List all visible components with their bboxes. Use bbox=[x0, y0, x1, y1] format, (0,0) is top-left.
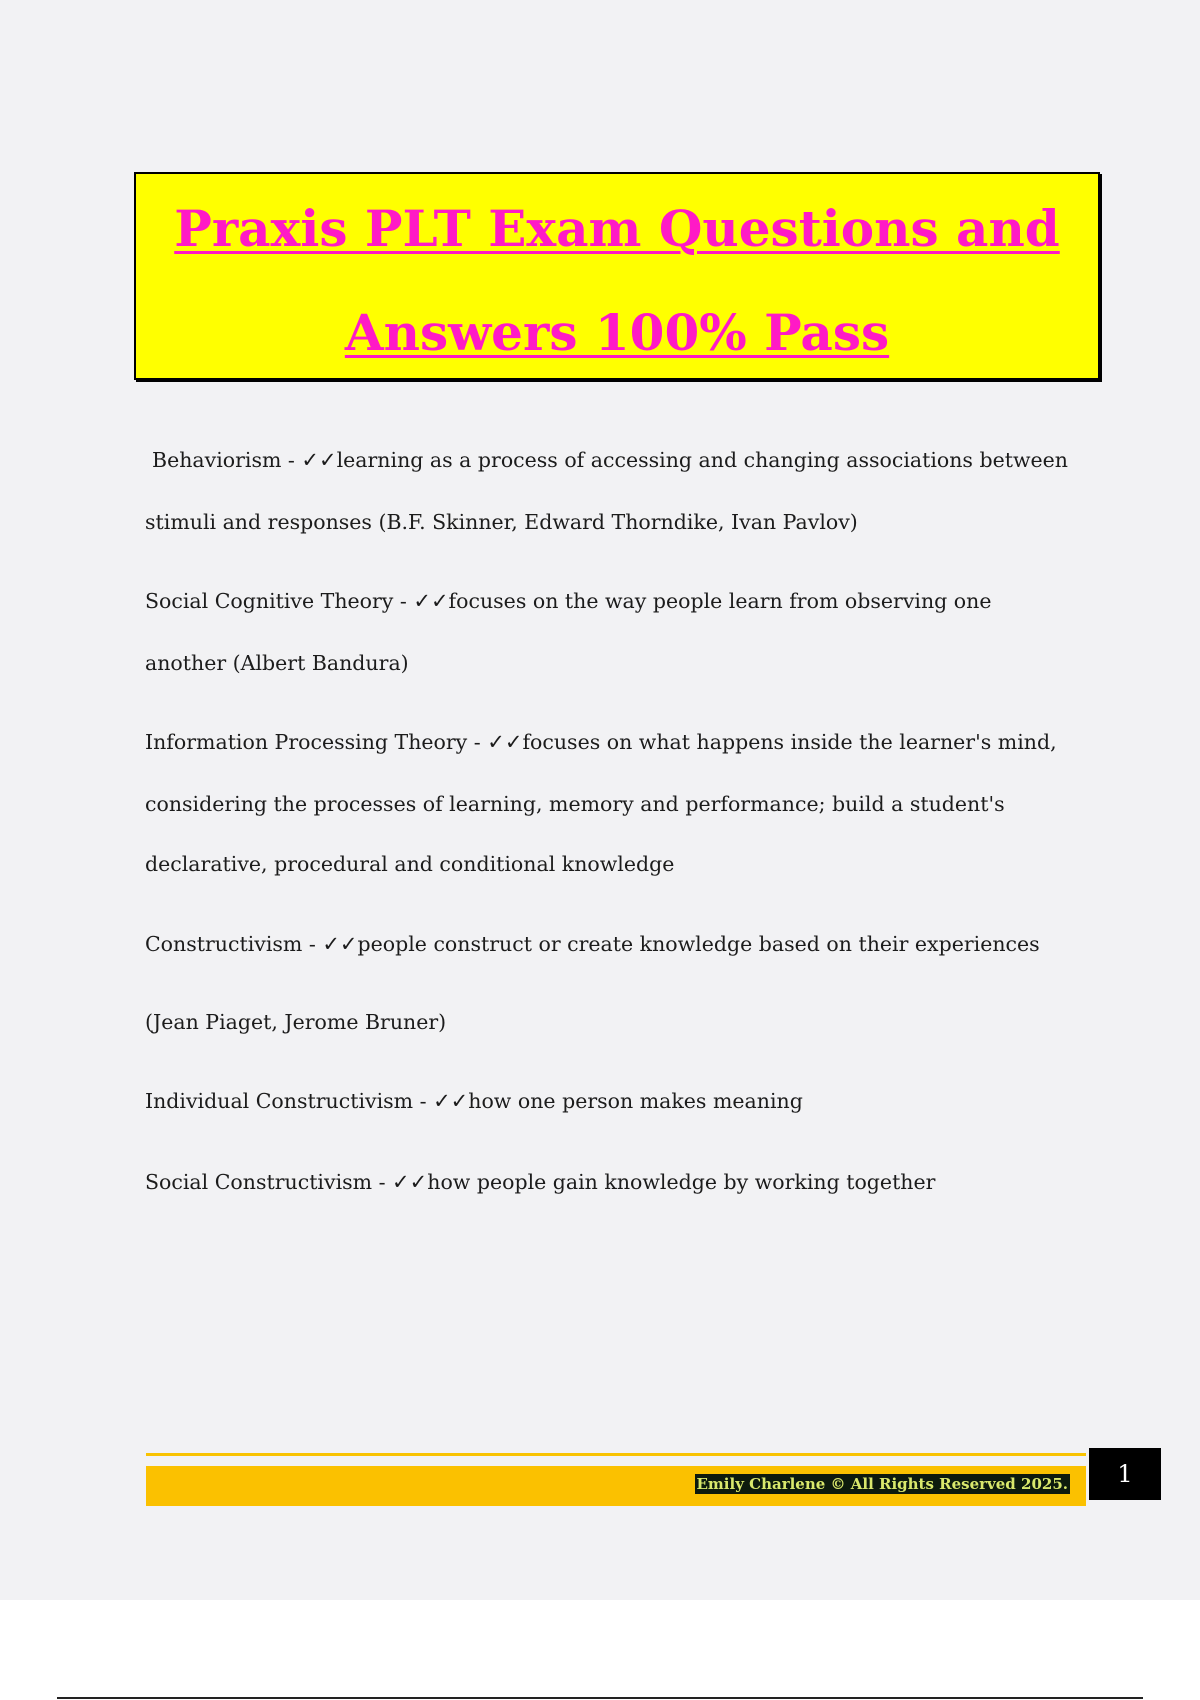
entry-social-cognitive-line-1 bbox=[145, 589, 991, 613]
entry-behaviorism-line-2: stimuli and responses (B.F. Skinner, Edward Thorndike, Ivan Pavlov) bbox=[145, 510, 858, 534]
entry-term: Social Cognitive Theory - bbox=[145, 589, 414, 613]
title-line-2: Answers 100% Pass bbox=[344, 303, 890, 362]
entry-constructivism-line-2: (Jean Piaget, Jerome Bruner) bbox=[145, 1010, 447, 1034]
entry-definition: focuses on the way people learn from observing one bbox=[448, 589, 992, 613]
check-mark-icon: ✓✓ bbox=[322, 932, 358, 956]
check-mark-icon: ✓✓ bbox=[433, 1089, 469, 1113]
entry-definition: how people gain knowledge by working together bbox=[427, 1170, 936, 1194]
entry-social-cognitive-line-2: another (Albert Bandura) bbox=[145, 651, 409, 675]
entry-term: Behaviorism - bbox=[152, 448, 302, 472]
entry-information-processing-line-2: considering the processes of learning, memory and performance; build a student's bbox=[145, 792, 1005, 816]
title-line-1: Praxis PLT Exam Questions and bbox=[174, 199, 1060, 258]
entry-information-processing-line-3: declarative, procedural and conditional knowledge bbox=[145, 852, 675, 876]
check-mark-icon: ✓✓ bbox=[301, 448, 337, 472]
entry-individual-constructivism bbox=[145, 1089, 803, 1113]
check-mark-icon: ✓✓ bbox=[487, 730, 523, 754]
footer-divider bbox=[146, 1453, 1086, 1456]
copyright-notice: Emily Charlene © All Rights Reserved 2025. bbox=[696, 1475, 1068, 1493]
entry-term: Individual Constructivism - bbox=[145, 1089, 434, 1113]
check-mark-icon: ✓✓ bbox=[413, 589, 449, 613]
entry-definition: how one person makes meaning bbox=[468, 1089, 803, 1113]
entry-constructivism-line-1 bbox=[145, 932, 1040, 956]
entry-behaviorism-line-1 bbox=[152, 448, 1068, 472]
entry-term: Constructivism - bbox=[145, 932, 323, 956]
entry-definition: people construct or create knowledge based on their experiences bbox=[357, 932, 1040, 956]
bottom-divider bbox=[57, 1697, 1143, 1699]
entry-information-processing-line-1 bbox=[145, 730, 1057, 754]
entry-term: Information Processing Theory - bbox=[145, 730, 488, 754]
entry-definition: learning as a process of accessing and changing associations between bbox=[336, 448, 1068, 472]
entry-term: Social Constructivism - bbox=[145, 1170, 393, 1194]
title-box bbox=[134, 172, 1100, 380]
entry-definition: focuses on what happens inside the learner's mind, bbox=[522, 730, 1057, 754]
footer-bar bbox=[146, 1466, 1086, 1506]
page-number: 1 bbox=[1089, 1448, 1161, 1500]
entry-social-constructivism bbox=[145, 1170, 935, 1194]
check-mark-icon: ✓✓ bbox=[392, 1170, 428, 1194]
